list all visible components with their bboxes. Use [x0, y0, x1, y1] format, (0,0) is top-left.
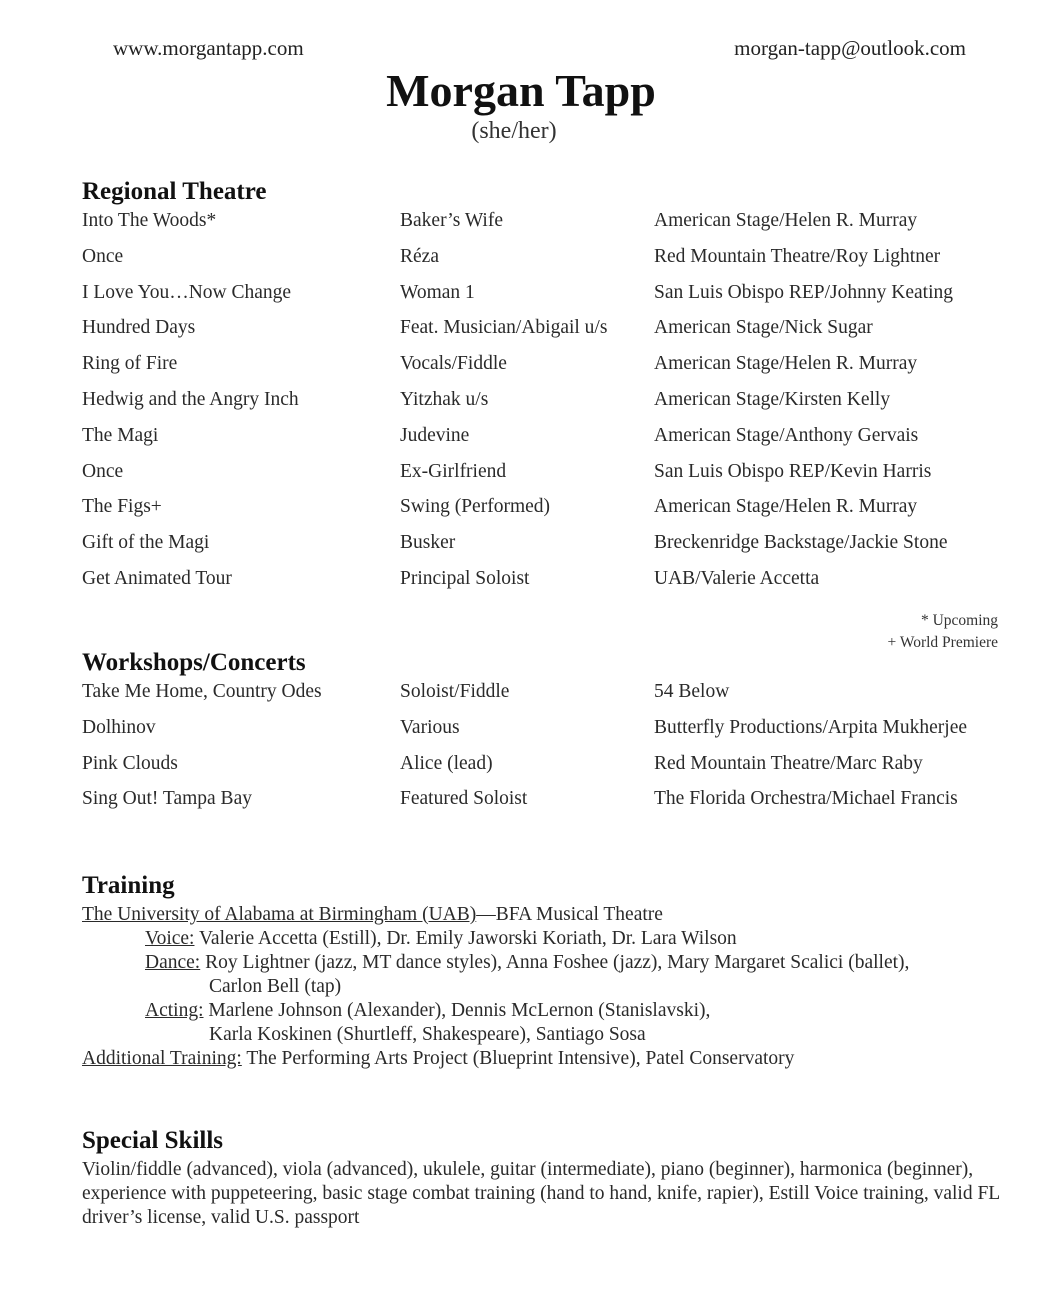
- voice-teachers: Valerie Accetta (Estill), Dr. Emily Jaworski Koriath, Dr. Lara Wilson: [194, 928, 737, 949]
- acting-teachers-cont: Karla Koskinen (Shurtleff, Shakespeare), Santiago Sosa: [209, 1024, 646, 1045]
- training-acting-line: [82, 999, 909, 1023]
- credit-role: Busker: [400, 532, 456, 554]
- additional-training: The Performing Arts Project (Blueprint Intensive), Patel Conservatory: [241, 1048, 795, 1069]
- credit-show: Hedwig and the Angry Inch: [82, 388, 299, 410]
- credit-show: Once: [82, 245, 124, 267]
- credit-show: I Love You…Now Change: [82, 281, 292, 303]
- credit-show: Hundred Days: [82, 317, 196, 339]
- credit-role: Yitzhak u/s: [400, 388, 489, 410]
- credit-legend: [887, 610, 998, 654]
- training-voice-line: [82, 927, 909, 951]
- credit-show: The Magi: [82, 424, 159, 446]
- acting-teachers: Marlene Johnson (Alexander), Dennis McLernon (Stanislavski),: [203, 1000, 711, 1021]
- credit-venue: American Stage/Anthony Gervais: [654, 424, 919, 446]
- credit-role: Judevine: [400, 424, 470, 446]
- credit-show: Sing Out! Tampa Bay: [82, 788, 252, 810]
- training-block: [82, 903, 909, 1071]
- credit-venue: American Stage/Helen R. Murray: [654, 353, 918, 375]
- workshops-heading: Workshops/Concerts: [82, 649, 306, 676]
- training-heading: Training: [82, 872, 175, 899]
- degree: —BFA Musical Theatre: [476, 904, 663, 925]
- upcoming-note: * Upcoming: [920, 612, 998, 629]
- credit-venue: Red Mountain Theatre/Roy Lightner: [654, 245, 941, 267]
- credit-role: Swing (Performed): [400, 496, 551, 518]
- credit-show: Dolhinov: [82, 716, 156, 738]
- credit-role: Baker’s Wife: [400, 210, 504, 231]
- credit-venue: American Stage/Helen R. Murray: [654, 210, 918, 231]
- credit-venue: Red Mountain Theatre/Marc Raby: [654, 752, 923, 774]
- credit-role: Featured Soloist: [400, 788, 528, 810]
- credit-venue: American Stage/Nick Sugar: [654, 317, 873, 339]
- dance-teachers: Roy Lightner (jazz, MT dance styles), Anna Foshee (jazz), Mary Margaret Scalici (ballet),: [200, 952, 910, 973]
- credit-show: Gift of the Magi: [82, 532, 210, 554]
- credit-venue: American Stage/Helen R. Murray: [654, 496, 918, 518]
- credit-venue: 54 Below: [654, 681, 730, 702]
- credit-show: Once: [82, 460, 124, 482]
- training-additional-line: [82, 1047, 909, 1071]
- credit-show: The Figs+: [82, 496, 162, 518]
- credit-venue: The Florida Orchestra/Michael Francis: [654, 788, 958, 810]
- regional-theatre-heading: Regional Theatre: [82, 178, 267, 205]
- credit-venue: San Luis Obispo REP/Kevin Harris: [654, 460, 932, 482]
- credit-role: Principal Soloist: [400, 567, 530, 589]
- dance-label: Dance:: [145, 952, 201, 973]
- credit-venue: American Stage/Kirsten Kelly: [654, 388, 891, 410]
- credit-show: Pink Clouds: [82, 752, 178, 774]
- credit-role: Alice (lead): [400, 752, 493, 774]
- credit-venue: San Luis Obispo REP/Johnny Keating: [654, 281, 954, 303]
- credit-role: Soloist/Fiddle: [400, 681, 510, 702]
- training-school-line: [82, 903, 909, 927]
- special-skills-text: Violin/fiddle (advanced), viola (advanced), ukulele, guitar (intermediate), piano (beginner), harmonica (beginner), experience with puppeteering, basic stage combat training (hand to hand, knife, rapier), Estill Voice training, valid FL driver’s license, valid U.S. passport: [82, 1159, 1000, 1228]
- credit-show: Take Me Home, Country Odes: [82, 681, 322, 702]
- training-acting-line-2: [82, 1023, 909, 1047]
- credit-role: Various: [400, 716, 460, 738]
- acting-label: Acting:: [145, 1000, 204, 1021]
- performer-name: Morgan Tapp: [386, 65, 656, 116]
- pronouns: (she/her): [471, 118, 557, 144]
- credit-role: Woman 1: [400, 281, 475, 303]
- credit-show: Ring of Fire: [82, 353, 178, 375]
- credit-role: Vocals/Fiddle: [400, 353, 507, 375]
- voice-label: Voice:: [145, 928, 195, 949]
- credit-role: Ex-Girlfriend: [400, 460, 507, 482]
- school-name: The University of Alabama at Birmingham (UAB): [82, 904, 477, 925]
- website-link[interactable]: www.morgantapp.com: [113, 36, 304, 60]
- credit-venue: Breckenridge Backstage/Jackie Stone: [654, 532, 948, 554]
- training-dance-line: [82, 951, 909, 975]
- training-dance-line-2: [82, 975, 909, 999]
- credit-show: Into The Woods*: [82, 210, 217, 231]
- credit-role: Feat. Musician/Abigail u/s: [400, 317, 608, 339]
- credit-venue: Butterfly Productions/Arpita Mukherjee: [654, 716, 968, 738]
- world-premiere-note: + World Premiere: [887, 634, 998, 651]
- credit-role: Réza: [400, 245, 439, 267]
- special-skills-heading: Special Skills: [82, 1127, 224, 1154]
- dance-teachers-cont: Carlon Bell (tap): [209, 976, 342, 997]
- email-link[interactable]: morgan-tapp@outlook.com: [734, 36, 966, 60]
- additional-training-label: Additional Training:: [82, 1048, 242, 1069]
- credit-show: Get Animated Tour: [82, 567, 232, 589]
- credit-venue: UAB/Valerie Accetta: [654, 567, 820, 589]
